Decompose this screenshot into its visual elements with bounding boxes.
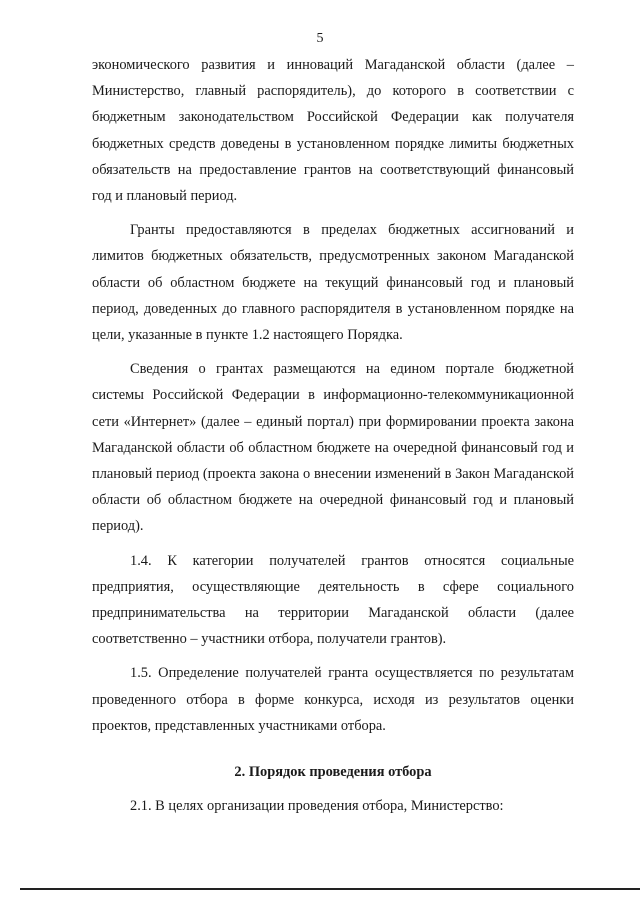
paragraph-1-5: 1.5. Определение получателей гранта осуществляется по результатам проведенного отбора в форме конкурса, исходя из результатов оценки проектов, представленных участниками отбора. <box>92 665 574 734</box>
page-bottom-rule <box>20 888 640 890</box>
document-body <box>92 52 574 819</box>
paragraph-1-4: 1.4. К категории получателей грантов относятся социальные предприятия, осуществляющие деятельность в сфере социального предпринимательства на территории Магаданской области (далее соответственно – участники отбора, получатели грантов). <box>92 552 574 648</box>
page-number: 5 <box>316 31 324 46</box>
paragraph-2-1: 2.1. В целях организации проведения отбора, Министерство: <box>130 798 504 815</box>
section-heading: 2. Порядок проведения отбора <box>234 764 432 781</box>
paragraph-continuation: экономического развития и инноваций Магаданской области (далее – Министерство, главный распорядитель), до которого в соответствии с бюджетным законодательством Российской Федерации как получателя бюджетных средств доведены в установленном порядке лимиты бюджетных обязательств на предоставление грантов на соответствующий финансовый год и плановый период. <box>92 57 574 205</box>
paragraph-grants-portal: Сведения о грантах размещаются на едином портале бюджетной системы Российской Федерации в информационно-телекоммуникационной сети «Интернет» (далее – единый портал) при формировании проекта закона Магаданской области об областном бюджете на очередной финансовый год и плановый период (проекта закона о внесении изменений в Закон Магаданской области об областном бюджете на очередной финансовый год и плановый период). <box>92 361 574 535</box>
paragraph-grants-limits: Гранты предоставляются в пределах бюджетных ассигнований и лимитов бюджетных обязательств, предусмотренных законом Магаданской области об областном бюджете на текущий финансовый год и плановый период, доведенных до главного распорядителя в установленном порядке на цели, указанные в пункте 1.2 настоящего Порядка. <box>92 222 574 344</box>
